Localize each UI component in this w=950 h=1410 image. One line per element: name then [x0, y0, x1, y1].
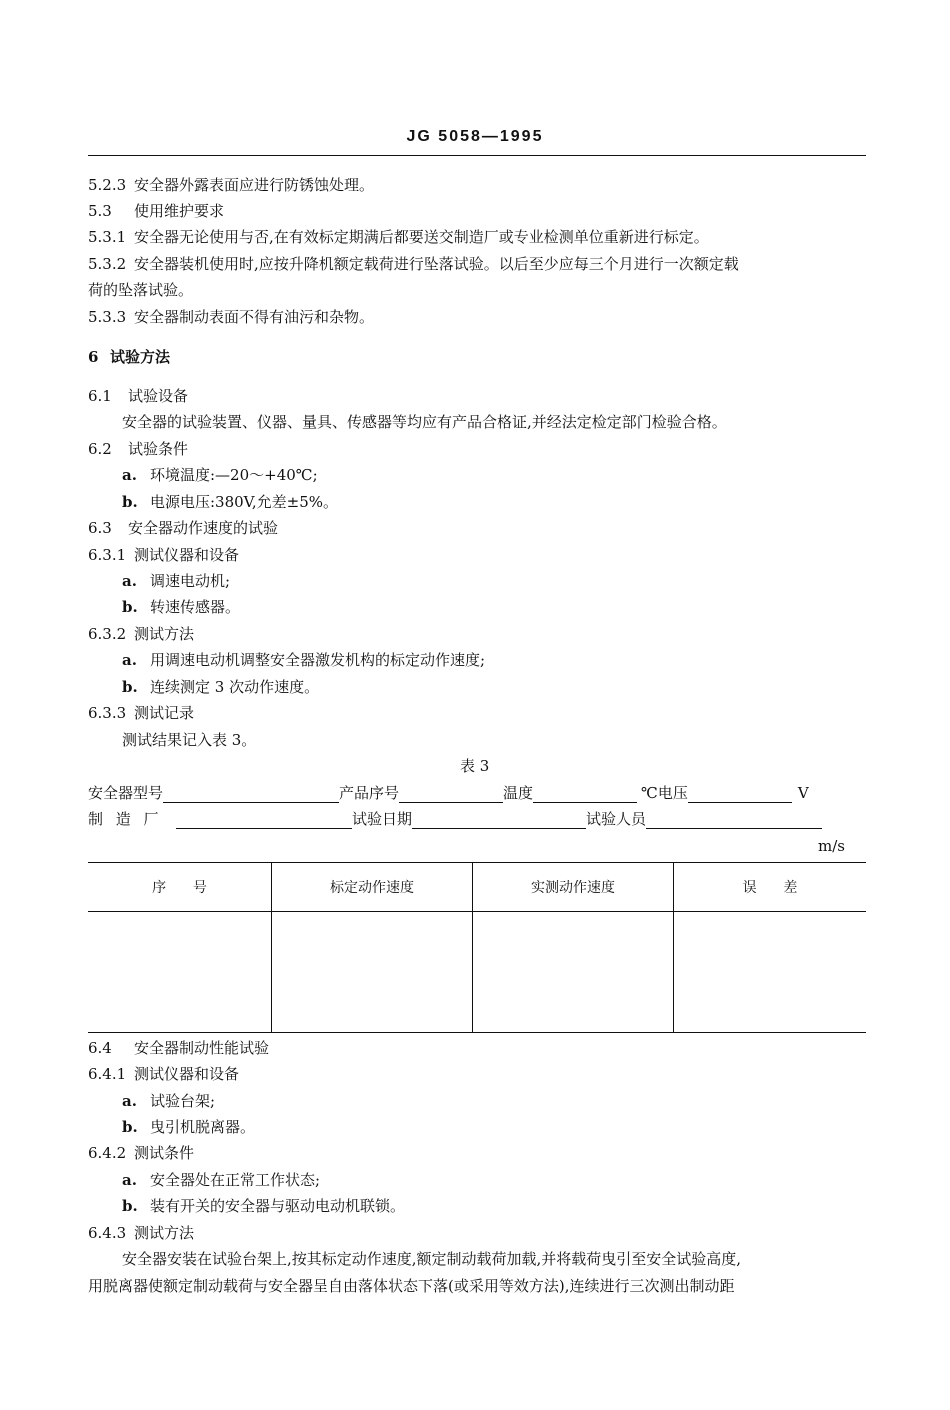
person-blank: [646, 812, 822, 829]
form-row-1: 安全器型号 产品序号 温度 ℃电压 V: [88, 784, 809, 802]
clause-6-1: 6.1 试验设备: [88, 387, 189, 405]
table-cell: [674, 912, 867, 1033]
table-row: [88, 912, 866, 1033]
clause-6-1-body: 安全器的试验装置、仪器、量具、传感器等均应有产品合格证,并经法定检定部门检验合格。: [122, 413, 727, 431]
header-rule: [88, 155, 866, 156]
list-item: b. 装有开关的安全器与驱动电动机联锁。: [122, 1197, 406, 1215]
serial-blank: [399, 786, 503, 803]
table-header-row: [88, 863, 866, 912]
col-header-measured-speed: 实测动作速度: [473, 863, 674, 912]
list-item: a. 安全器处在正常工作状态;: [122, 1171, 321, 1189]
col-header-serial-number: 序 号: [88, 863, 272, 912]
form-row-2: 制 造 厂 试验日期 试验人员: [88, 809, 822, 829]
list-item: a. 调速电动机;: [122, 572, 231, 590]
date-blank: [412, 812, 586, 829]
clause-6-4-3-body-line1: 安全器安装在试验台架上,按其标定动作速度,额定制动载荷加载,并将载荷曳引至安全试验高度,: [122, 1250, 742, 1268]
maker-blank: [176, 812, 352, 829]
clause-6-3-1: 6.3.1 测试仪器和设备: [88, 546, 240, 564]
table-3: [88, 862, 866, 1033]
list-item: b. 曳引机脱离器。: [122, 1118, 256, 1136]
clause-6-2: 6.2 试验条件: [88, 440, 189, 458]
clause-6-4-3-body-line2: 用脱离器使额定制动载荷与安全器呈自由落体状态下落(或采用等效方法),连续进行三次测出制动距: [88, 1277, 735, 1295]
voltage-blank: [688, 786, 792, 803]
list-item: b. 转速传感器。: [122, 598, 241, 616]
clause-5-2-3: 5.2.3 安全器外露表面应进行防锈蚀处理。: [88, 176, 375, 194]
clause-5-3-1: 5.3.1 安全器无论使用与否,在有效标定期满后都要送交制造厂或专业检测单位重新进行标定。: [88, 228, 709, 246]
col-header-rated-speed: 标定动作速度: [272, 863, 473, 912]
list-item: a. 环境温度:—20～+40℃;: [122, 466, 318, 484]
list-item: b. 连续测定 3 次动作速度。: [122, 678, 320, 696]
clause-6-4-2: 6.4.2 测试条件: [88, 1144, 195, 1162]
standard-code-header: JG 5058—1995: [406, 128, 544, 145]
table-cell: [88, 912, 272, 1033]
clause-6-4-3: 6.4.3 测试方法: [88, 1224, 195, 1242]
clause-6-4: 6.4 安全器制动性能试验: [88, 1039, 270, 1057]
clause-5-3: 5.3 使用维护要求: [88, 202, 225, 220]
col-header-error: 误 差: [674, 863, 867, 912]
table-cell: [272, 912, 473, 1033]
clause-5-3-3: 5.3.3 安全器制动表面不得有油污和杂物。: [88, 308, 375, 326]
clause-6-4-1: 6.4.1 测试仪器和设备: [88, 1065, 240, 1083]
table-unit: m/s: [818, 837, 845, 855]
temp-blank: [533, 786, 637, 803]
clause-6-3-3: 6.3.3 测试记录: [88, 704, 195, 722]
model-blank: [163, 786, 339, 803]
table-cell: [473, 912, 674, 1033]
list-item: a. 试验台架;: [122, 1092, 216, 1110]
list-item: b. 电源电压:380V,允差±5%。: [122, 493, 339, 511]
clause-6-3-2: 6.3.2 测试方法: [88, 625, 195, 643]
list-item: a. 用调速电动机调整安全器激发机构的标定动作速度;: [122, 651, 486, 669]
clause-6-3: 6.3 安全器动作速度的试验: [88, 519, 279, 537]
table-caption: 表 3: [460, 757, 490, 775]
section-6-title: 6 试验方法: [88, 348, 171, 366]
clause-5-3-2-cont: 荷的坠落试验。: [88, 281, 194, 299]
clause-6-3-3-body: 测试结果记入表 3。: [122, 731, 257, 749]
clause-5-3-2: 5.3.2 安全器装机使用时,应按升降机额定载荷进行坠落试验。以后至少应每三个月进行一次额定载: [88, 255, 739, 273]
